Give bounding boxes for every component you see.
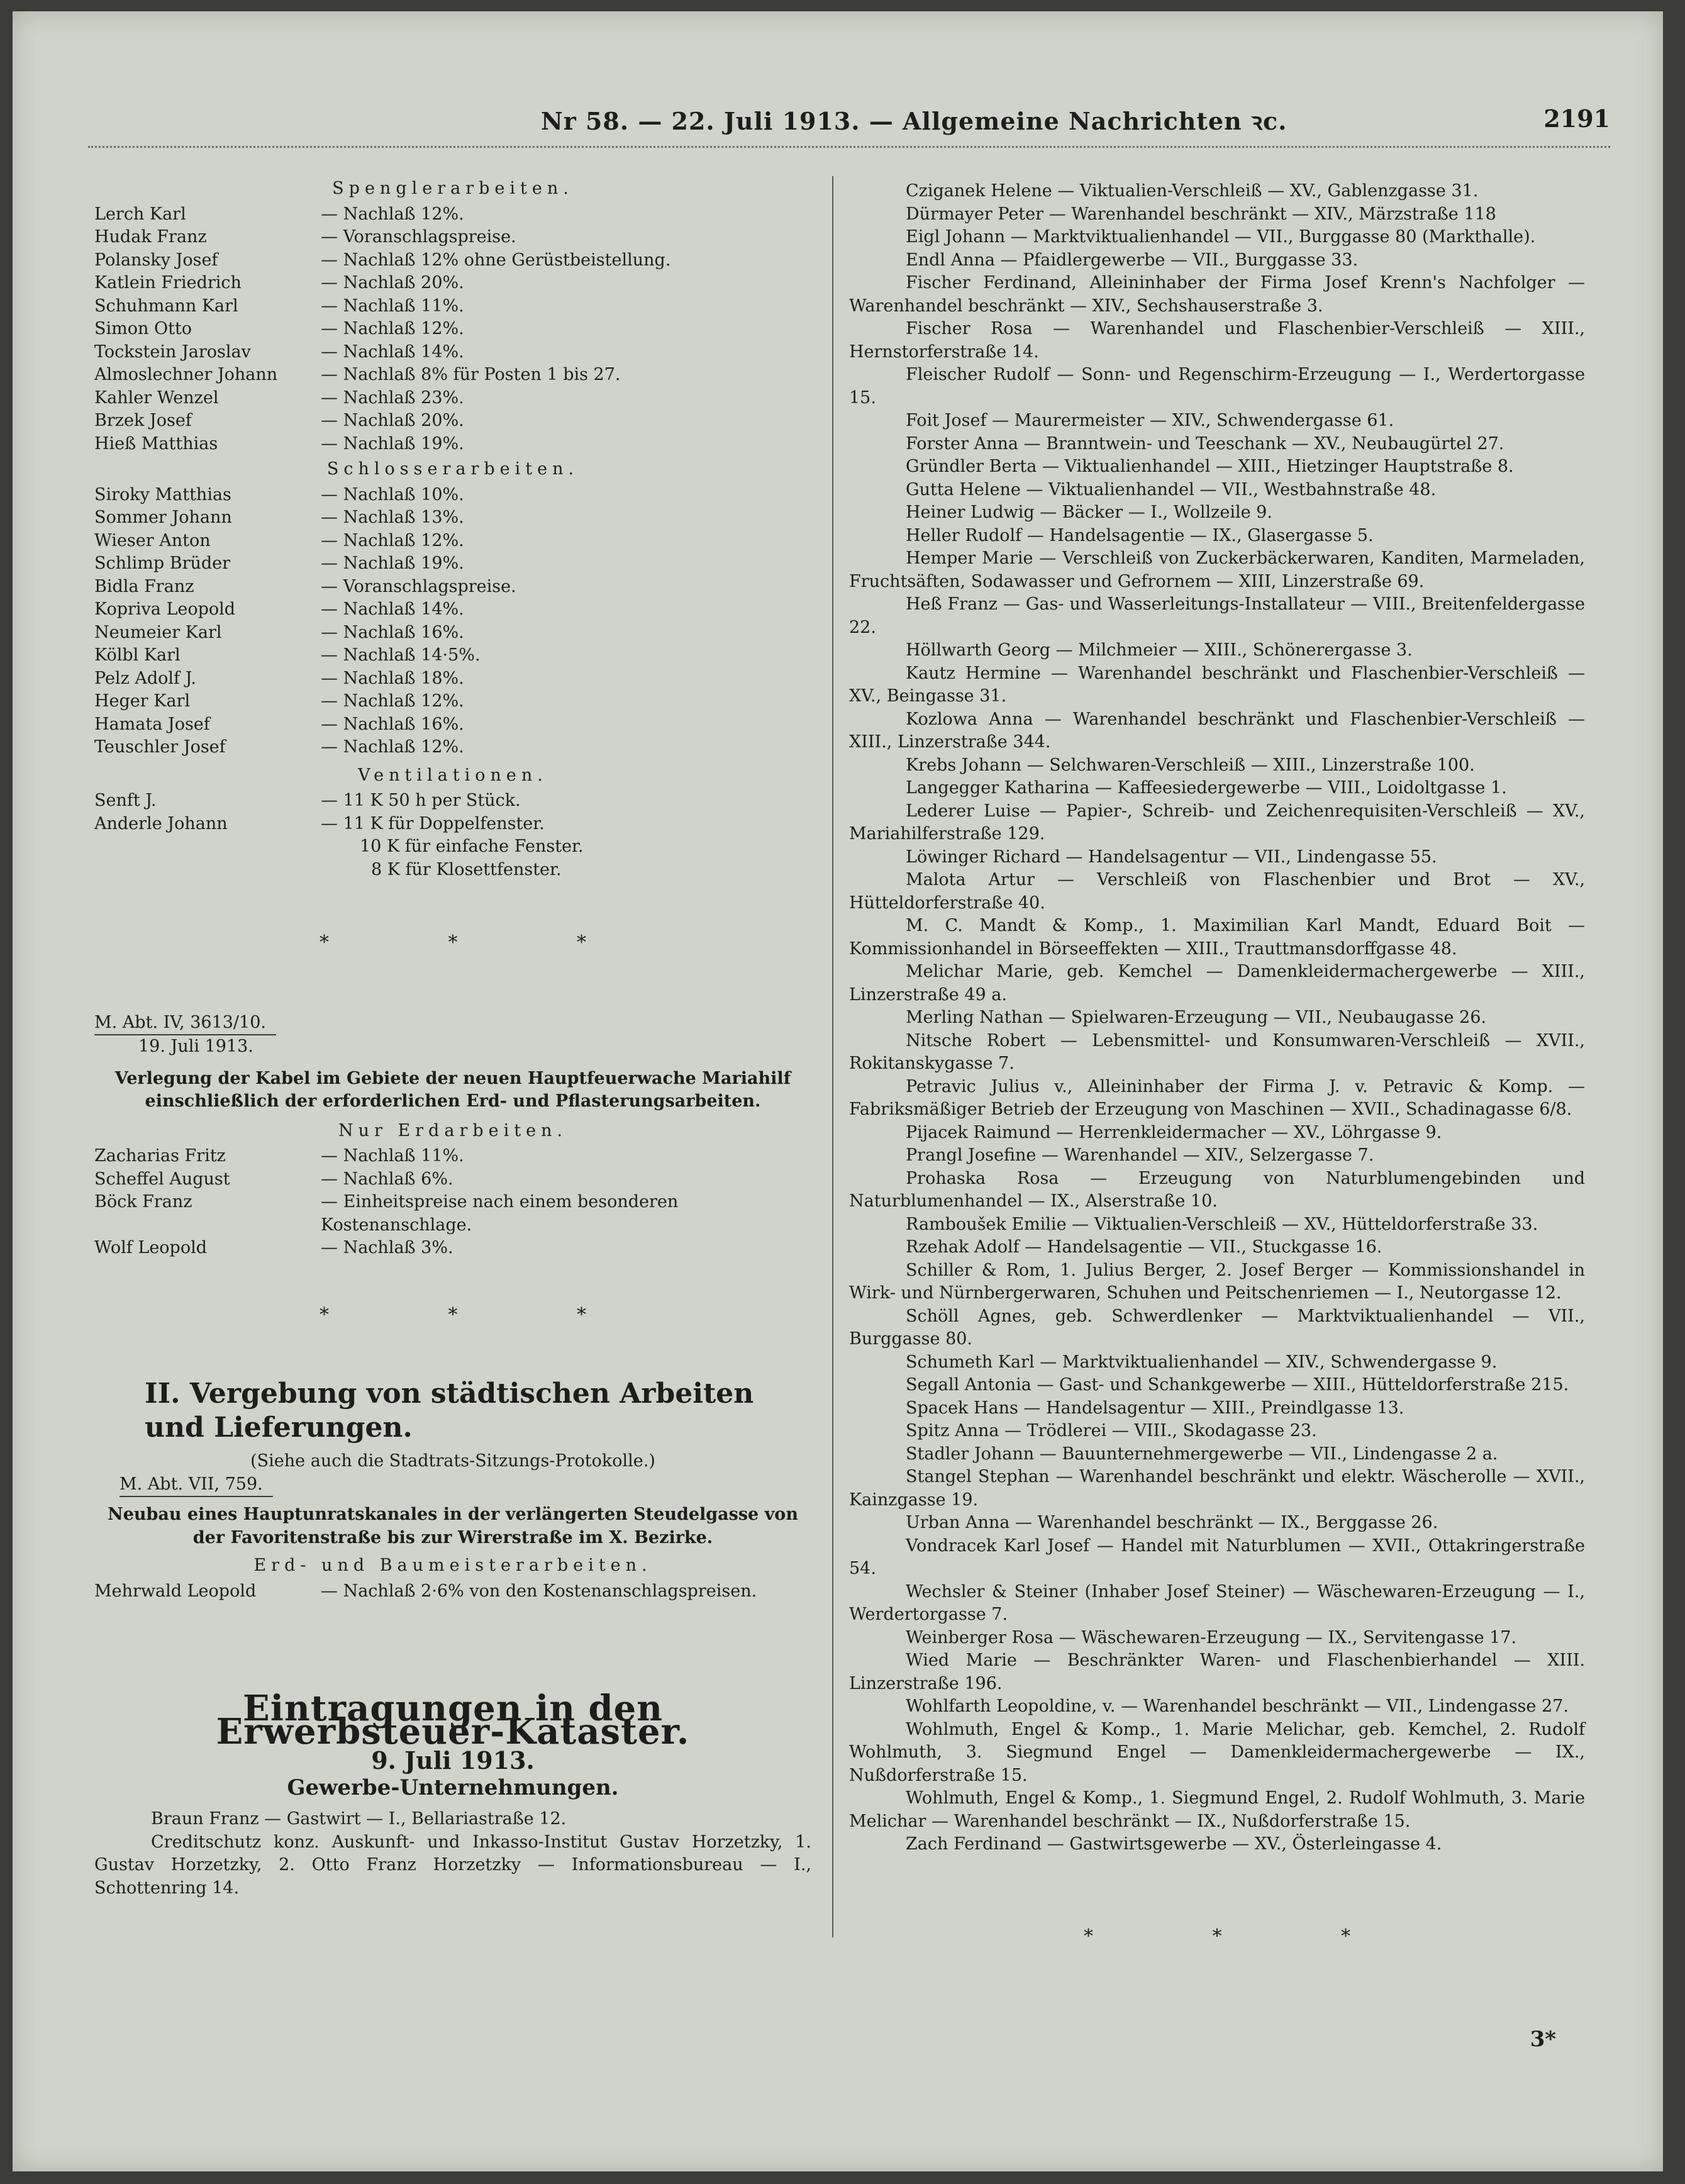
reference-date: 19. Juli 1913.: [138, 1037, 253, 1056]
bid-value: — Nachlaß 14%.: [321, 342, 464, 362]
bid-value: — Nachlaß 12%.: [321, 530, 464, 550]
list-item: [94, 272, 811, 295]
bid-value: — Nachlaß 23%.: [321, 387, 464, 408]
list-item: Zach Ferdinand — Gastwirtsgewerbe — XV., Österleingasse 4.: [906, 1834, 1442, 1854]
section-heading-schlosser: Schlosserarbeiten.: [326, 459, 579, 479]
list-item: Fischer Rosa — Warenhandel und Flaschenbier-Verschleiß — XIII., Hernstorferstraße 14.: [849, 319, 1585, 362]
list-item: [94, 295, 811, 318]
bidder-name: Lerch Karl: [94, 204, 186, 224]
column-divider: [832, 176, 833, 1937]
list-item: Braun Franz — Gastwirt — I., Bellariastraße 12.: [151, 1809, 567, 1829]
bid-value: — Nachlaß 12%.: [321, 691, 464, 711]
list-item: [94, 598, 811, 621]
bid-value: — Voranschlagspreise.: [321, 576, 516, 596]
bidder-name: Sommer Johann: [94, 508, 232, 527]
list-item: [94, 1580, 811, 1603]
list-item: Ramboušek Emilie — Viktualien-Verschleiß — XV., Hütteldorferstraße 33.: [906, 1214, 1538, 1234]
header-rule: [88, 146, 1610, 148]
list-item: Rzehak Adolf — Handelsagentie — VII., Stuckgasse 16.: [906, 1237, 1382, 1257]
left-column: [94, 175, 811, 1900]
list-item: Höllwarth Georg — Milchmeier — XIII., Schönerergasse 3.: [906, 640, 1413, 660]
list-item: Creditschutz konz. Auskunft- und Inkasso-Institut Gustav Horzetzky, 1. Gustav Horzetzky, 2. Otto Franz Horzetzky — Informationsbureau — I., Schottenring 14.: [94, 1832, 811, 1898]
kataster-section: [94, 1688, 811, 1900]
bidder-name: Tockstein Jaroslav: [94, 342, 251, 362]
bidder-name: Heger Karl: [94, 691, 191, 711]
bid-value: — Nachlaß 10%.: [321, 484, 464, 504]
bidder-name: Wieser Anton: [94, 530, 211, 550]
newspaper-page: [13, 11, 1663, 2171]
signature-mark: 3*: [1530, 2027, 1556, 2052]
list-item: Urban Anna — Warenhandel beschränkt — IX., Berggasse 26.: [906, 1513, 1438, 1532]
list-item: [94, 736, 811, 759]
list-item: Langegger Katharina — Kaffeesiedergewerbe — VIII., Loidoltgasse 1.: [906, 778, 1507, 798]
list-item: [94, 203, 811, 226]
list-item: [94, 789, 811, 813]
bid-value: — Nachlaß 16%.: [321, 714, 464, 734]
bidder-name: Anderle Johann: [94, 813, 228, 833]
bidder-name: Katlein Friedrich: [94, 273, 242, 292]
separator-stars: * * *: [1083, 1925, 1408, 1947]
list-item: Wied Marie — Beschränkter Waren- und Flaschenbierhandel — XIII. Linzerstraße 196.: [849, 1651, 1585, 1693]
list-item: [94, 318, 811, 341]
bidder-name: Bidla Franz: [94, 576, 194, 596]
list-item: Merling Nathan — Spielwaren-Erzeugung — VII., Neubaugasse 26.: [906, 1008, 1486, 1027]
list-item: Endl Anna — Pfaidlergewerbe — VII., Burggasse 33.: [906, 250, 1359, 270]
section-heading-spengler: Spenglerarbeiten.: [332, 179, 574, 198]
list-item: [94, 713, 811, 737]
bid-value: — Nachlaß 12%.: [321, 204, 464, 224]
list-item: Stadler Johann — Bauunternehmergewerbe — VII., Lindengasse 2 a.: [906, 1444, 1498, 1464]
list-item: Malota Artur — Verschleiß von Flaschenbier und Brot — XV., Hütteldorferstraße 40.: [849, 870, 1585, 913]
schlosser-list: [94, 484, 811, 759]
list-item: Gründler Berta — Viktualienhandel — XIII., Hietzinger Hauptstraße 8.: [906, 457, 1514, 476]
list-item: Fleischer Rudolf — Sonn- und Regenschirm-Erzeugung — I., Werdertorgasse 15.: [849, 365, 1585, 408]
list-item: Kozlowa Anna — Warenhandel beschränkt und Flaschenbier-Verschleiß — XIII., Linzerstraße 344.: [849, 709, 1585, 752]
bid-value: — Nachlaß 3%.: [321, 1238, 453, 1257]
list-item: [94, 226, 811, 249]
list-item: Cziganek Helene — Viktualien-Verschleiß — XV., Gablenzgasse 31.: [906, 181, 1479, 201]
list-item: [94, 667, 811, 691]
list-item: Lederer Luise — Papier-, Schreib- und Zeichenrequisiten-Verschleiß — XV., Mariahilferstraße 129.: [849, 801, 1585, 844]
bid-value: — Nachlaß 13%.: [321, 508, 464, 527]
bidder-name: Kahler Wenzel: [94, 387, 219, 408]
list-item: [94, 341, 811, 364]
list-item: Heller Rudolf — Handelsagentie — IX., Glasergasse 5.: [906, 525, 1374, 545]
list-item: Petravic Julius v., Alleininhaber der Firma J. v. Petravic & Komp. — Fabriksmäßiger Betrieb der Erzeugung von Maschinen — XVII., Schadinagasse 6/8.: [849, 1076, 1585, 1119]
list-item: [94, 621, 811, 645]
right-column: [849, 180, 1585, 1948]
list-item: Wohlmuth, Engel & Komp., 1. Marie Melichar, geb. Kemchel, 2. Rudolf Wohlmuth, 3. Siegmund Engel — Damenkleidermachergewerbe — IX., Nußdorferstraße 15.: [849, 1719, 1585, 1785]
list-item: Wohlfarth Leopoldine, v. — Warenhandel beschränkt — VII., Lindengasse 27.: [906, 1696, 1569, 1716]
bidder-name: Senft J.: [94, 791, 157, 810]
list-item: [94, 552, 811, 576]
list-item: [94, 506, 811, 530]
bid-value: — Nachlaß 12%.: [321, 737, 464, 757]
bidder-name: Wolf Leopold: [94, 1238, 208, 1257]
list-item: [94, 364, 811, 387]
reference-number: M. Abt. VII, 759.: [120, 1473, 273, 1498]
list-item: Heiner Ludwig — Bäcker — I., Wollzeile 9.: [906, 503, 1272, 522]
bid-value: — Nachlaß 8% für Posten 1 bis 27.: [321, 365, 621, 384]
list-item: Vondracek Karl Josef — Handel mit Naturblumen — XVII., Ottakringerstraße 54.: [849, 1535, 1585, 1578]
list-item: Pijacek Raimund — Herrenkleidermacher — XV., Löhrgasse 9.: [906, 1122, 1442, 1142]
kataster-date: 9. Juli 1913.: [371, 1746, 535, 1774]
bidder-name: Almoslechner Johann: [94, 365, 278, 384]
bid-value: — 11 K für Doppelfenster.: [321, 813, 545, 833]
section-heading-ventilation: Ventilationen.: [358, 765, 548, 785]
list-item: Krebs Johann — Selchwaren-Verschleiß — XIII., Linzerstraße 100.: [906, 755, 1475, 775]
kataster-subtitle: Gewerbe-Unternehmungen.: [287, 1774, 619, 1800]
bidder-name: Hieß Matthias: [94, 433, 218, 454]
bid-value: — Nachlaß 16%.: [321, 622, 464, 642]
bidder-name: Hudak Franz: [94, 227, 207, 247]
list-item: [94, 1145, 811, 1168]
list-item: Eigl Johann — Marktviktualienhandel — VII., Burggasse 80 (Markthalle).: [906, 227, 1536, 247]
bid-value-continuation: 8 K für Klosettfenster.: [371, 859, 562, 879]
separator-stars: * * *: [319, 932, 643, 954]
list-item: Kautz Hermine — Warenhandel beschränkt und Flaschenbier-Verschleiß — XV., Beingasse 31.: [849, 663, 1585, 706]
bid-value: — Nachlaß 20%.: [321, 411, 464, 430]
list-item: [94, 1237, 811, 1260]
bid-value: — Nachlaß 12% ohne Gerüstbeistellung.: [321, 250, 671, 270]
list-item: [94, 1168, 811, 1191]
bid-value: — Nachlaß 11%.: [321, 1146, 464, 1166]
bid-value: — Nachlaß 2·6% von den Kostenanschlagspreisen.: [321, 1581, 757, 1601]
list-item: Spitz Anna — Trödlerei — VIII., Skodagasse 23.: [906, 1421, 1317, 1440]
bidder-name: Schuhmann Karl: [94, 296, 238, 316]
list-item: Prohaska Rosa — Erzeugung von Naturblumengebinden und Naturblumenhandel — IX., Alserstraße 10.: [849, 1168, 1585, 1211]
bidder-name: Brzek Josef: [94, 411, 192, 430]
bid-value: — Voranschlagspreise.: [321, 227, 516, 247]
list-item: Weinberger Rosa — Wäschewaren-Erzeugung — IX., Servitengasse 17.: [906, 1627, 1517, 1647]
list-item: M. C. Mandt & Komp., 1. Maximilian Karl Mandt, Eduard Boit — Kommissionhandel in Börseeffekten — XIII., Trauttmansdorffgasse 48.: [849, 916, 1585, 959]
list-item: Stangel Stephan — Warenhandel beschränkt und elektr. Wäscherolle — XVII., Kainzgasse 19.: [849, 1467, 1585, 1510]
spengler-list: [94, 203, 811, 456]
list-item: Dürmayer Peter — Warenhandel beschränkt — XIV., Märzstraße 118: [906, 204, 1496, 224]
section-subheading: Erd- und Baumeisterarbeiten.: [253, 1556, 652, 1575]
header-title: Nr 58. — 22. Juli 1913. — Allgemeine Nachrichten ꝛc.: [541, 107, 1287, 135]
list-item: [94, 530, 811, 553]
list-item: [94, 576, 811, 599]
list-item: [94, 433, 811, 456]
list-item: Schiller & Rom, 1. Julius Berger, 2. Josef Berger — Kommissionshandel in Wirk- und Nürnbergerwaren, Schuhen und Peitschenriemen — I., Neutorgasse 12.: [849, 1260, 1585, 1303]
bidder-name: Kopriva Leopold: [94, 599, 236, 619]
bid-value: — Nachlaß 19%.: [321, 433, 464, 454]
project-title: Neubau eines Hauptunratskanales in der verlängerten Steudelgasse von der Favoritenstraße bis zur Wirerstraße im X. Bezirke.: [108, 1505, 798, 1547]
section-subheading: Nur Erdarbeiten.: [338, 1120, 568, 1140]
bidder-name: Scheffel August: [94, 1169, 230, 1189]
list-item: [94, 644, 811, 667]
bidder-name: Teuschler Josef: [94, 737, 226, 757]
list-item: Wechsler & Steiner (Inhaber Josef Steiner) — Wäschewaren-Erzeugung — I., Werdertorgasse 7.: [849, 1581, 1585, 1624]
section-two: [94, 1377, 811, 1603]
bid-value: — Nachlaß 12%.: [321, 319, 464, 338]
list-item: Löwinger Richard — Handelsagentur — VII., Lindengasse 55.: [906, 847, 1437, 867]
bidder-name: Neumeier Karl: [94, 622, 222, 642]
bidder-name: Mehrwald Leopold: [94, 1581, 257, 1601]
list-item: Wohlmuth, Engel & Komp., 1. Siegmund Engel, 2. Rudolf Wohlmuth, 3. Marie Melichar — Warenhandel beschränkt — IX., Nußdorferstraße 15.: [849, 1788, 1585, 1831]
list-item: Forster Anna — Branntwein- und Teeschank — XV., Neubaugürtel 27.: [906, 433, 1504, 454]
list-item: Foit Josef — Maurermeister — XIV., Schwendergasse 61.: [906, 411, 1394, 430]
bidder-name: Pelz Adolf J.: [94, 668, 196, 688]
bid-value: — Nachlaß 14%.: [321, 599, 464, 619]
bidder-name: Siroky Matthias: [94, 484, 231, 504]
list-item: Segall Antonia — Gast- und Schankgewerbe — XIII., Hütteldorferstraße 215.: [906, 1375, 1569, 1395]
list-item: Spacek Hans — Handelsagentur — XIII., Preindlgasse 13.: [906, 1398, 1404, 1418]
bid-value: — Nachlaß 18%.: [321, 668, 464, 688]
bid-value: — Nachlaß 19%.: [321, 554, 464, 573]
list-item: Gutta Helene — Viktualienhandel — VII., Westbahnstraße 48.: [906, 479, 1437, 499]
list-item: Heß Franz — Gas- und Wasserleitungs-Installateur — VIII., Breitenfeldergasse 22.: [849, 594, 1585, 637]
list-item: [94, 1191, 811, 1237]
page-number: 2191: [1543, 104, 1610, 133]
bid-value: — 11 K 50 h per Stück.: [321, 791, 521, 810]
bid-value: — Nachlaß 6%.: [321, 1169, 453, 1189]
list-item: Fischer Ferdinand, Alleininhaber der Firma Josef Krenn's Nachfolger — Warenhandel beschränkt — XIV., Sechshauserstraße 3.: [849, 273, 1585, 316]
bidder-name: Hamata Josef: [94, 714, 210, 734]
bid-value: — Nachlaß 14·5%.: [321, 645, 481, 665]
bidder-name: Polansky Josef: [94, 250, 218, 270]
list-item: Nitsche Robert — Lebensmittel- und Konsumwaren-Verschleiß — XVII., Rokitanskygasse 7.: [849, 1030, 1585, 1073]
list-item: Melichar Marie, geb. Kemchel — Damenkleidermachergewerbe — XIII., Linzerstraße 49 a.: [849, 962, 1585, 1005]
list-item: Schumeth Karl — Marktviktualienhandel — XIV., Schwendergasse 9.: [906, 1352, 1498, 1372]
reference-number: M. Abt. IV, 3613/10.: [94, 1011, 276, 1036]
bidder-name: Böck Franz: [94, 1192, 192, 1212]
bid-value: — Nachlaß 11%.: [321, 296, 464, 316]
ventilation-list: [94, 789, 811, 881]
list-item: [94, 813, 811, 836]
list-item: Prangl Josefine — Warenhandel — XIV., Selzergasse 7.: [906, 1145, 1374, 1165]
list-item: [94, 484, 811, 507]
bid-value: — Nachlaß 20%.: [321, 273, 464, 292]
bidder-name: Zacharias Fritz: [94, 1146, 226, 1166]
list-item: Schöll Agnes, geb. Schwerdlenker — Marktviktualienhandel — VII., Burggasse 80.: [849, 1306, 1585, 1349]
bidder-name: Simon Otto: [94, 319, 192, 338]
section-title: Verlegung der Kabel im Gebiete der neuen Hauptfeuerwache Mariahilf einschließlich der erforderlichen Erd- und Pflasterungsarbeiten.: [114, 1068, 791, 1111]
list-item: [94, 387, 811, 410]
bid-value-continuation: 10 K für einfache Fenster.: [360, 837, 584, 856]
list-item: [94, 249, 811, 272]
bid-value: — Einheitspreise nach einem besonderen Kostenanschlage.: [321, 1192, 679, 1235]
page-header: [88, 104, 1610, 142]
list-item: [94, 410, 811, 433]
bidder-name: Kölbl Karl: [94, 645, 181, 665]
bidder-name: Schlimp Brüder: [94, 554, 231, 573]
list-item: Hemper Marie — Verschleiß von Zuckerbäckerwaren, Kanditen, Marmeladen, Fruchtsäften, Sodawasser und Gefrornem — XIII, Linzerstraße 69.: [849, 549, 1585, 591]
kabel-section: [94, 1011, 811, 1260]
section-title: II. Vergebung von städtischen Arbeiten und Lieferungen.: [145, 1378, 754, 1444]
separator-stars: * * *: [319, 1303, 643, 1326]
list-item: [94, 690, 811, 713]
kataster-title: Eintragungen in den Erwerbsteuer-Kataster.: [216, 1688, 690, 1752]
section-note: (Siehe auch die Stadtrats-Sitzungs-Protokolle.): [250, 1451, 655, 1471]
